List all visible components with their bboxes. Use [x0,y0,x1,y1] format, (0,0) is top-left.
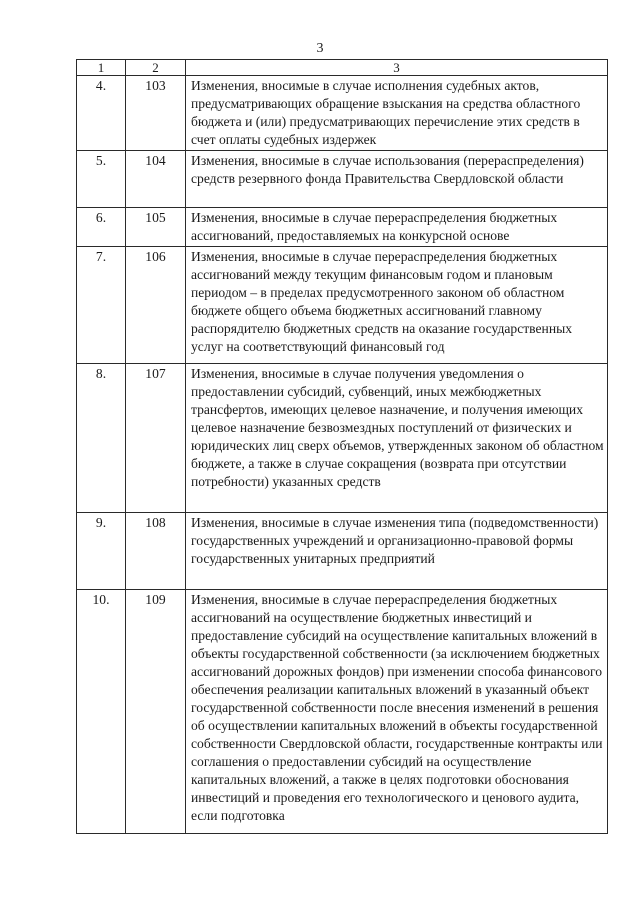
row-description: Изменения, вносимые в случае получения уведомления о предоставлении субсидий, субвенций, иных межбюджетных трансфертов, имеющих целевое назначение, и получения имеющих целевое назначение безвозмездных поступлений от физических и юридических лиц сверх объемов, утвержденных законом об областном бюджете, а также в случае сокращения (возврата при отсутствии потребности) указанных средств [186,364,608,513]
row-code: 109 [126,590,186,834]
page-number: 3 [316,41,324,56]
row-number: 7. [77,247,126,364]
table-row [77,76,608,151]
row-number: 9. [77,513,126,590]
row-description: Изменения, вносимые в случае использования (перераспределения) средств резервного фонда Правительства Свердловской области [186,151,608,208]
row-number: 5. [77,151,126,208]
row-description: Изменения, вносимые в случае перераспределения бюджетных ассигнований между текущим финансовым годом и плановым периодом – в пределах предусмотренного законом об областном бюджете общего объема бюджетных ассигнований главному распорядителю бюджетных средств на оказание государственных услуг на соответствующий финансовый год [186,247,608,364]
row-description: Изменения, вносимые в случае исполнения судебных актов, предусматривающих обращение взыскания на средства областного бюджета и (или) предусматривающих перечисление этих средств в счет оплаты судебных издержек [186,76,608,151]
row-code: 104 [126,151,186,208]
row-code: 106 [126,247,186,364]
table-row [77,364,608,513]
row-number: 10. [77,590,126,834]
table-row [77,208,608,247]
row-code: 105 [126,208,186,247]
row-description: Изменения, вносимые в случае перераспределения бюджетных ассигнований, предоставляемых на конкурсной основе [186,208,608,247]
column-header-1: 1 [77,60,126,76]
table-row [77,590,608,834]
column-header-3: 3 [186,60,608,76]
column-header-2: 2 [126,60,186,76]
row-number: 8. [77,364,126,513]
table-header-row [77,60,608,76]
table-row [77,247,608,364]
row-description: Изменения, вносимые в случае перераспределения бюджетных ассигнований на осуществление бюджетных инвестиций и предоставление субсидий на осуществление капитальных вложений в объекты государственной собственности (за исключением бюджетных ассигнований дорожных фондов) при изменении способа финансового обеспечения реализации капитальных вложений в указанный объект государственной собственности после внесения изменений в решения об осуществлении капитальных вложений в объекты государственной собственности Свердловской области, государственные контракты или соглашения о предоставлении субсидий на осуществление капитальных вложений, а также в целях подготовки обоснования инвестиций и проведения его технологического и ценового аудита, если подготовка [186,590,608,834]
table-row [77,151,608,208]
table-row [77,513,608,590]
budget-changes-table [76,59,608,834]
row-code: 107 [126,364,186,513]
row-code: 103 [126,76,186,151]
row-number: 6. [77,208,126,247]
row-number: 4. [77,76,126,151]
row-description: Изменения, вносимые в случае изменения типа (подведомственности) государственных учреждений и организационно-правовой формы государственных унитарных предприятий [186,513,608,590]
row-code: 108 [126,513,186,590]
